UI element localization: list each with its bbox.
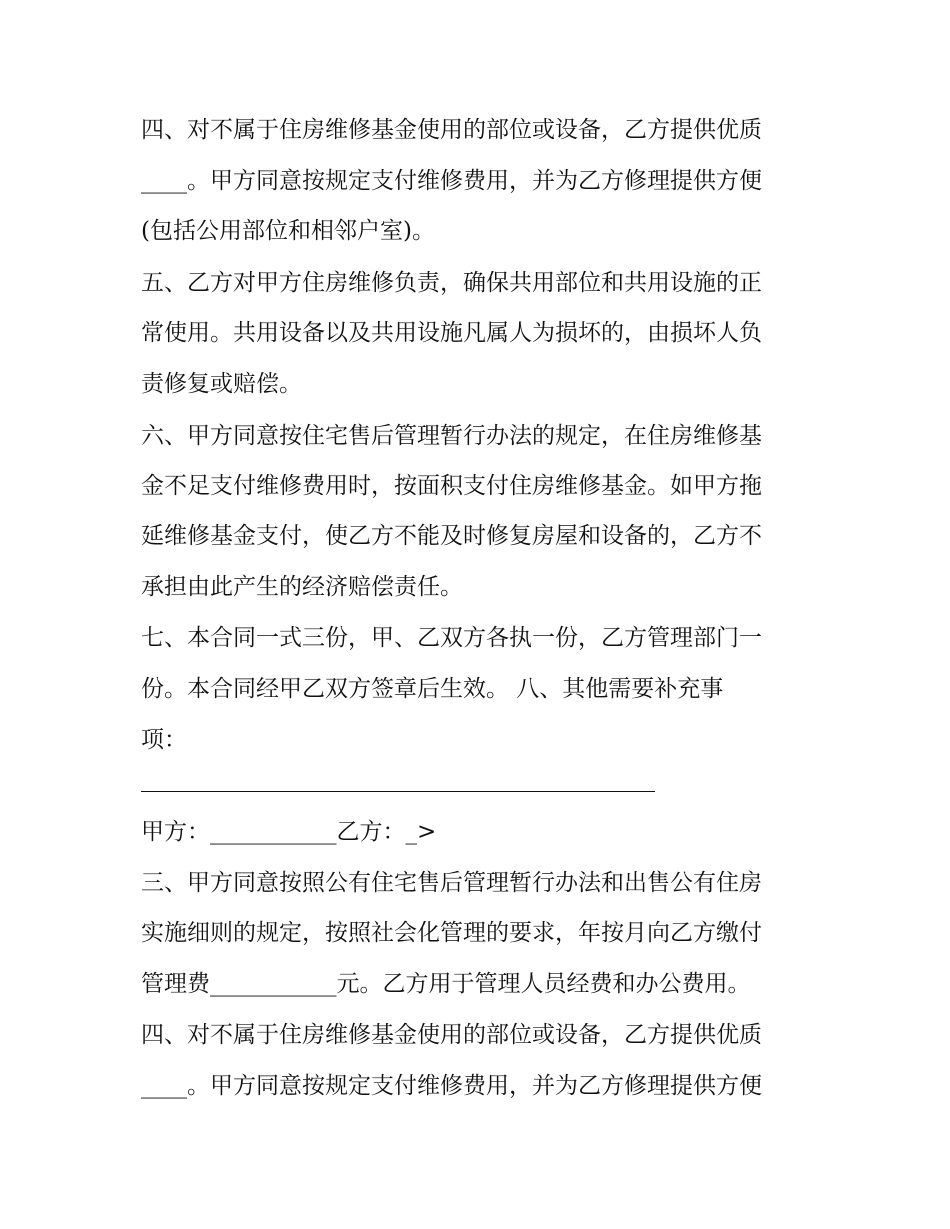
signature-rule	[141, 791, 655, 792]
text-line: 六、甲方同意按住宅售后管理暂行办法的规定，在住房维修基	[141, 423, 762, 449]
text-line: 延维修基金支付，使乙方不能及时修复房屋和设备的，乙方不	[141, 523, 762, 549]
text-line: 七、本合同一式三份，甲、乙双方各执一份，乙方管理部门一	[141, 625, 762, 651]
text-line: 项：	[141, 727, 187, 753]
text-line: 五、乙方对甲方住房维修负责，确保共用部位和共用设施的正	[141, 270, 762, 296]
text-line: 金不足支付维修费用时，按面积支付住房维修基金。如甲方拖	[141, 473, 762, 499]
text-line: 承担由此产生的经济赔偿责任。	[141, 574, 463, 600]
signature-line: 甲方：___________乙方：_>	[141, 819, 437, 845]
text-line: 常使用。共用设备以及共用设施凡属人为损坏的，由损坏人负	[141, 320, 762, 346]
text-line: 四、对不属于住房维修基金使用的部位或设备，乙方提供优质	[141, 117, 762, 143]
text-line: 份。本合同经甲乙双方签章后生效。 八、其他需要补充事	[141, 676, 724, 702]
text-line: 管理费___________元。乙方用于管理人员经费和办公费用。	[141, 971, 751, 997]
text-line: ____。甲方同意按规定支付维修费用，并为乙方修理提供方便	[141, 1073, 762, 1099]
text-line: 四、对不属于住房维修基金使用的部位或设备，乙方提供优质	[141, 1022, 762, 1048]
text-line: 实施细则的规定，按照社会化管理的要求，年按月向乙方缴付	[141, 920, 762, 946]
text-line: (包括公用部位和相邻户室)。	[141, 218, 435, 244]
text-line: ____。甲方同意按规定支付维修费用，并为乙方修理提供方便	[141, 168, 762, 194]
text-line: 责修复或赔偿。	[141, 371, 302, 397]
text-line: 三、甲方同意按照公有住宅售后管理暂行办法和出售公有住房	[141, 870, 762, 896]
